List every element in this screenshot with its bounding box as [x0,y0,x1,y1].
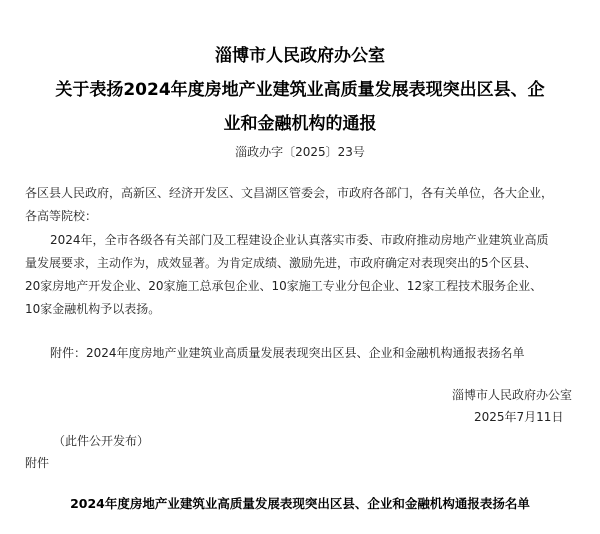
paragraph-line-1: 2024年，全市各级各有关部门及工程建设企业认真落实市委、市政府推动房地产业建筑业高质 [50,233,549,247]
addressee-line-1: 各区县人民政府，高新区、经济开发区、文昌湖区管委会，市政府各部门，各有关单位，各大企业， [25,186,554,200]
issuer-heading: 淄博市人民政府办公室 [215,46,385,66]
attachment-list-title: 2024年度房地产业建筑业高质量发展表现突出区县、企业和金融机构通报表扬名单 [70,496,530,511]
document-number: 淄政办字〔2025〕23号 [235,145,365,159]
document-title-line-1: 关于表扬2024年度房地产业建筑业高质量发展表现突出区县、企 [55,80,545,100]
attachment-label: 附件 [25,456,50,470]
addressee-line-2: 各高等院校： [25,209,98,223]
signature-date: 2025年7月11日 [474,410,564,424]
signature-issuer: 淄博市人民政府办公室 [452,388,573,402]
document-title-line-2: 业和金融机构的通报 [223,114,377,134]
paragraph-line-4: 10家金融机构予以表扬。 [25,302,161,316]
paragraph-line-2: 量发展要求，主动作为，成效显著。为肯定成绩、激励先进，市政府确定对表现突出的5个区县、 [25,256,537,270]
attachment-note: 附件：2024年度房地产业建筑业高质量发展表现突出区县、企业和金融机构通报表扬名单 [50,346,525,360]
publish-note: （此件公开发布） [53,434,150,448]
paragraph-line-3: 20家房地产开发企业、20家施工总承包企业、10家施工专业分包企业、12家工程技术服务企业、 [25,279,543,293]
